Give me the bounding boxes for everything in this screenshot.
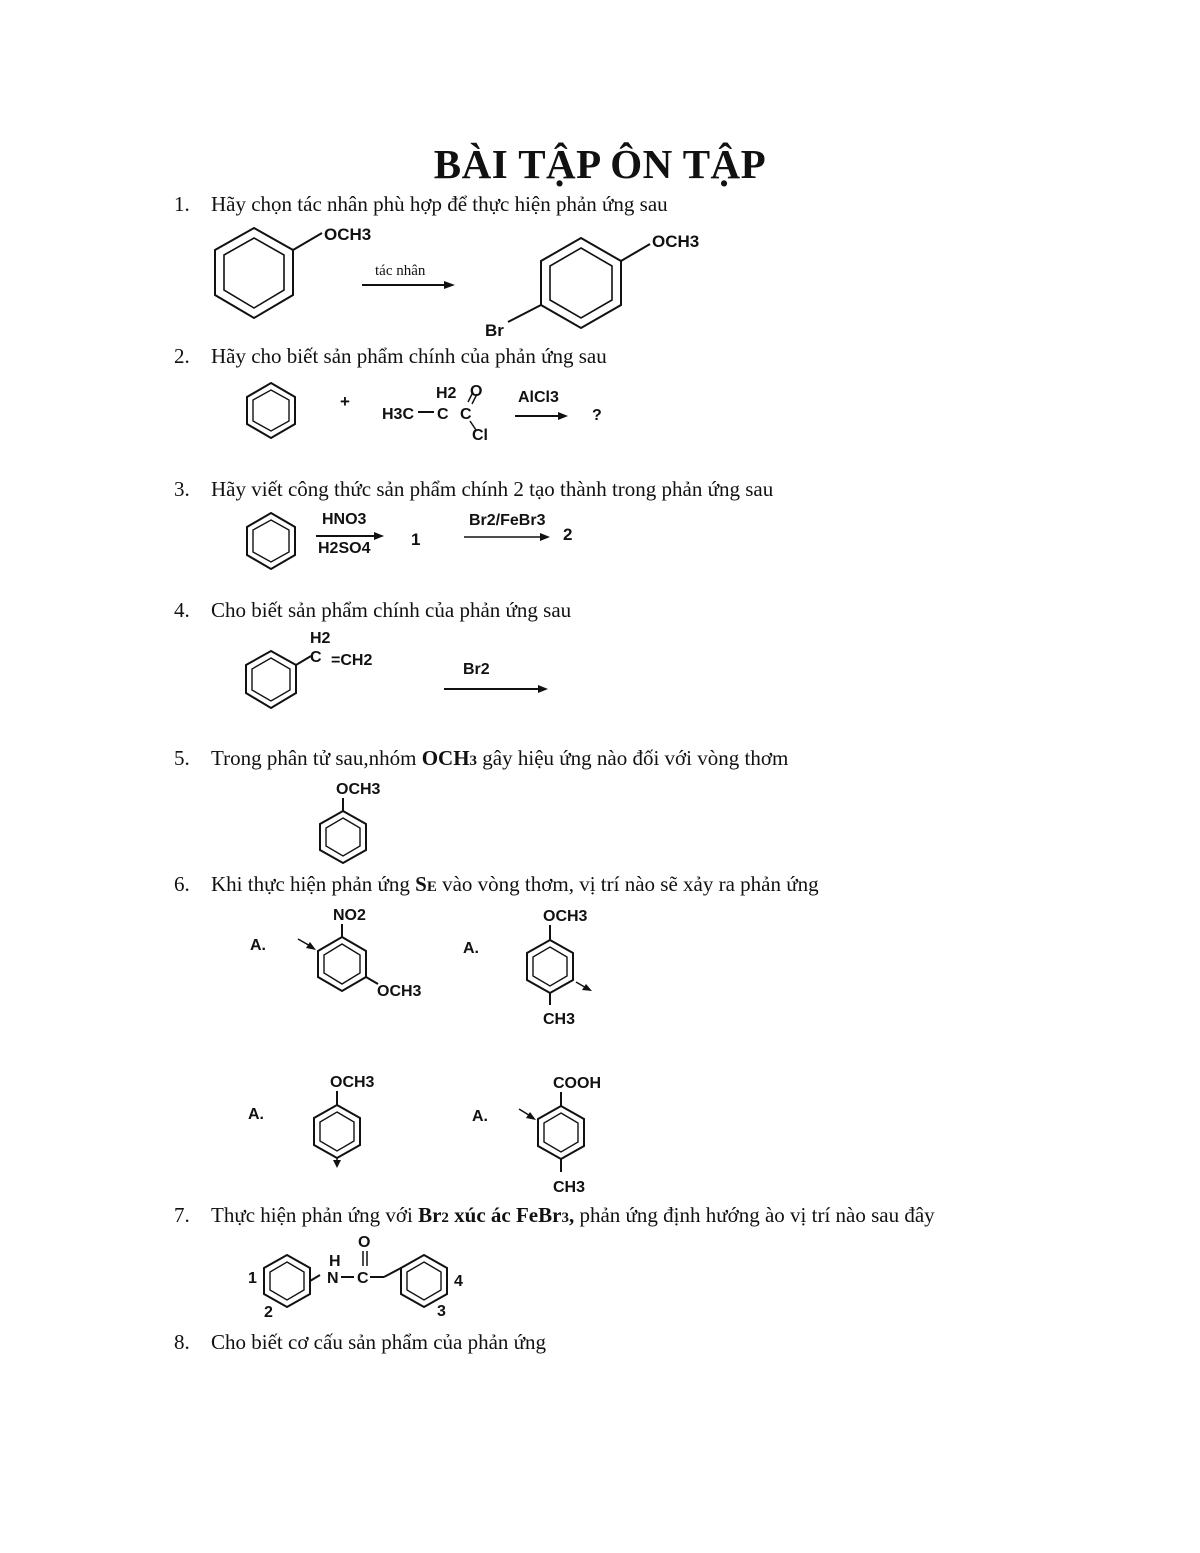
question-text-post: phản ứng định hướng ào vị trí nào sau đây xyxy=(574,1203,935,1227)
question-text-bold-sub: E xyxy=(426,879,437,895)
bond xyxy=(296,656,311,665)
q2-propanoyl-chloride xyxy=(382,383,488,444)
bond xyxy=(508,305,541,322)
question-text-bold: Br xyxy=(418,1203,442,1227)
substituent-label: OCH3 xyxy=(377,983,422,1000)
benzene-ring xyxy=(246,651,296,708)
product-label: 2 xyxy=(563,525,573,544)
reagent-label: Br2/FeBr3 xyxy=(469,512,546,529)
atom-label: O xyxy=(470,383,483,400)
benzene-ring-inner xyxy=(224,238,284,308)
reagent-label: HNO3 xyxy=(322,511,367,528)
benzene-ring xyxy=(247,513,295,569)
question-text-pre: Thực hiện phản ứng với xyxy=(211,1203,419,1227)
question-number: 4. xyxy=(174,598,190,622)
q6-option-d xyxy=(472,1075,601,1196)
question-number: 1. xyxy=(174,192,190,216)
substituent-label: OCH3 xyxy=(652,232,700,251)
benzene-ring-inner xyxy=(326,818,360,856)
substituent-label: CH3 xyxy=(553,1179,586,1196)
q1-arrow xyxy=(362,263,455,289)
substituent-label: OCH3 xyxy=(543,908,588,925)
q3-benzene xyxy=(247,513,295,569)
benzene-ring-inner xyxy=(253,390,289,431)
question-text-bold-2: xúc ác FeBr xyxy=(448,1203,562,1227)
q7-benzanilide xyxy=(248,1234,463,1321)
q4-arrow xyxy=(444,661,548,693)
option-label: A. xyxy=(250,937,266,954)
catalyst-label: AlCl3 xyxy=(518,389,559,406)
position-arrow-head xyxy=(306,942,316,950)
benzene-ring-inner xyxy=(253,520,289,562)
benzene-ring xyxy=(541,238,621,328)
bond xyxy=(384,1268,401,1277)
question-number: 5. xyxy=(174,746,190,770)
question-text-bold: OCH xyxy=(421,746,470,770)
benzene-ring-inner xyxy=(533,947,567,986)
question-text-bold-3: , xyxy=(568,1203,575,1227)
question-number: 8. xyxy=(174,1330,190,1354)
question-text-post: vào vòng thơm, vị trí nào sẽ xảy ra phản ứng xyxy=(436,872,819,896)
position-arrow-head xyxy=(333,1160,341,1168)
reagent-label: Br2 xyxy=(463,661,490,678)
substituent-label: COOH xyxy=(553,1075,601,1092)
question-text-bold-2-sub: 3 xyxy=(561,1210,569,1226)
benzene-ring xyxy=(314,1105,360,1158)
option-label: A. xyxy=(463,940,479,957)
reagent-label: tác nhân xyxy=(375,263,426,279)
product-label: ? xyxy=(592,407,602,424)
arrow-head xyxy=(444,281,455,289)
arrow-head xyxy=(558,412,568,420)
bond xyxy=(310,1275,320,1281)
substituent-label: CH3 xyxy=(543,1011,576,1028)
atom-label: C xyxy=(357,1270,369,1287)
product-label: 1 xyxy=(411,530,421,549)
question-number: 3. xyxy=(174,477,190,501)
benzene-ring-inner xyxy=(407,1262,441,1300)
atom-label: C xyxy=(310,649,322,666)
benzene-ring xyxy=(527,940,573,993)
substituent-label: OCH3 xyxy=(336,781,381,798)
question-number: 2. xyxy=(174,344,190,368)
q3-arrow-1 xyxy=(316,511,420,557)
position-number: 1 xyxy=(248,1270,257,1287)
question-text-post: gây hiệu ứng nào đối với vòng thơm xyxy=(477,746,789,770)
question-text: Cho biết cơ cấu sản phẩm của phản ứng xyxy=(211,1330,547,1354)
q1-product xyxy=(485,232,699,340)
arrow-head xyxy=(374,532,384,540)
q2-benzene xyxy=(247,383,295,438)
atom-label: N xyxy=(327,1270,339,1287)
atom-label: O xyxy=(358,1234,371,1251)
position-number: 2 xyxy=(264,1304,273,1321)
substituent-label: Br xyxy=(485,321,504,340)
reagent-label: H2SO4 xyxy=(318,540,371,557)
atom-label: H xyxy=(329,1253,341,1270)
atom-label: C xyxy=(460,406,472,423)
benzene-ring-inner xyxy=(252,658,290,701)
benzene-ring-inner xyxy=(544,1113,578,1152)
q6-option-a xyxy=(250,907,422,1000)
atom-label: Cl xyxy=(472,427,488,444)
atom-label: H2 xyxy=(310,630,331,647)
question-text-bold: S xyxy=(415,872,427,896)
benzene-ring xyxy=(318,937,366,991)
position-arrow-head xyxy=(526,1112,536,1120)
page-title: BÀI TẬP ÔN TẬP xyxy=(433,141,767,187)
position-number: 3 xyxy=(437,1303,446,1320)
arrow-head xyxy=(540,533,550,541)
question-text-pre: Khi thực hiện phản ứng xyxy=(211,872,416,896)
q3-arrow-2 xyxy=(464,512,572,544)
position-arrow-head xyxy=(582,984,592,991)
question-number: 6. xyxy=(174,872,190,896)
atom-label: H3C xyxy=(382,406,415,423)
q4-styrene xyxy=(246,630,372,708)
q2-arrow xyxy=(515,389,602,424)
benzene-ring-inner xyxy=(324,944,360,984)
option-label: A. xyxy=(248,1106,264,1123)
question-text: Hãy chọn tác nhân phù hợp để thực hiện phản ứng sau xyxy=(211,192,668,216)
position-number: 4 xyxy=(454,1273,463,1290)
benzene-ring-inner xyxy=(550,248,612,318)
question-text-bold-sub: 2 xyxy=(441,1210,449,1226)
question-text: Cho biết sản phẩm chính của phản ứng sau xyxy=(211,598,572,622)
bond xyxy=(621,244,650,261)
atom-label: =CH2 xyxy=(331,652,373,669)
benzene-ring-inner xyxy=(320,1112,354,1151)
benzene-ring xyxy=(247,383,295,438)
substituent-label: OCH3 xyxy=(324,225,372,244)
question-number: 7. xyxy=(174,1203,190,1227)
bond xyxy=(293,233,322,250)
plus-sign: + xyxy=(340,392,350,411)
question-text: Hãy viết công thức sản phẩm chính 2 tạo thành trong phản ứng sau xyxy=(211,477,774,501)
substituent-label: OCH3 xyxy=(330,1074,375,1091)
benzene-ring-inner xyxy=(270,1262,304,1300)
question-text-pre: Trong phân tử sau,nhóm xyxy=(211,746,422,770)
benzene-ring xyxy=(538,1106,584,1159)
question-text-bold-sub: 3 xyxy=(469,753,478,769)
q6-option-b xyxy=(463,908,592,1028)
q5-anisole xyxy=(320,781,381,863)
benzene-ring xyxy=(215,228,293,318)
substituent-label: NO2 xyxy=(333,907,366,924)
q1-anisole xyxy=(215,225,371,318)
question-text: Hãy cho biết sản phẩm chính của phản ứng sau xyxy=(211,344,607,368)
atom-label: C xyxy=(437,406,449,423)
q6-option-c xyxy=(248,1074,375,1168)
arrow-head xyxy=(538,685,548,693)
option-label: A. xyxy=(472,1108,488,1125)
atom-label: H2 xyxy=(436,385,457,402)
